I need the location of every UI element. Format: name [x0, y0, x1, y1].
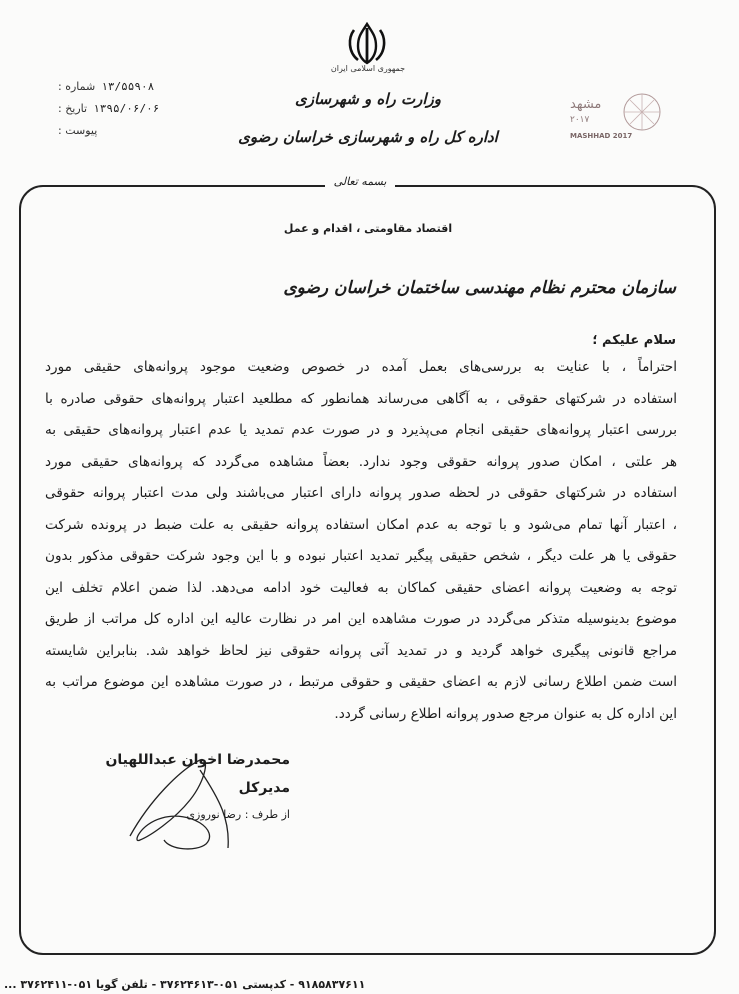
letter-date-label: تاریخ :: [58, 102, 88, 115]
body-line: هر علتی ، امکان صدور پروانه حقوقی وجود ندارد. بعضاً مشاهده می‌گردد که پروانه‌های حقیقی مورد: [45, 453, 677, 470]
letter-body: [45, 352, 677, 730]
greeting: سلام علیکم ؛: [592, 333, 676, 348]
iran-emblem-icon: [344, 22, 390, 66]
signed-on-behalf: از طرف : رضا نوروزی: [186, 808, 290, 821]
ministry-name: وزارت راه و شهرسازی: [294, 90, 442, 108]
body-line: است ضمن اطلاع رسانی لازم به اعضای حقیقی و حقوقی مرتبط ، در صورت مشاهده این موضوع مراتب به: [45, 674, 677, 690]
body-line: حقوقی یا هر علت دیگر ، شخص حقیقی پیگیر تمدید اعتبار نبوده و با این وجود شرکت حقوقی مذکور بدون: [45, 548, 677, 564]
body-line: ، اعتبار آنها تمام می‌شود و با توجه به عدم امکان استفاده پروانه حقیقی به علت ضبط در پرونده شرکت: [45, 516, 677, 533]
letter-number-label: شماره :: [58, 80, 96, 93]
logo-latin: MASHHAD 2017: [570, 132, 633, 140]
body-line: احتراماً ، با عنایت به بررسی‌های بعمل آمده در خصوص وضعیت موجود پروانه‌های حقیقی مورد: [45, 359, 677, 375]
body-line: موضوع بدینوسیله متذکر می‌گردد در صورت مشاهده این امر در نظارت عالیه این اداره کل مراتب از طریق: [45, 611, 677, 627]
directorate-name: اداره کل راه و شهرسازی خراسان رضوی: [238, 128, 498, 146]
letter-date-value: ۱۳۹۵/۰۶/۰۶: [93, 102, 160, 115]
letter-attachment-label: پیوست :: [58, 124, 98, 137]
slogan: اقتصاد مقاومتی ، اقدام و عمل: [283, 222, 453, 235]
body-line: استفاده در شرکتهای حقوقی در لحظه صدور پروانه دارای اعتبار می‌باشند ولی مدت اعتبار پروانه حقوقی: [45, 485, 677, 501]
mashhad-2017-logo-icon: [566, 86, 662, 146]
emblem-caption: جمهوری اسلامی ایران: [330, 64, 406, 73]
body-line: مراجع قانونی پیگیری خواهد گردید و در تمدید آتی پروانه حقوقی نیز لحاظ خواهد شد. بنابراین شایسته: [45, 642, 677, 659]
body-line: استفاده در شرکتهای حقوقی ، به آگاهی می‌رساند همانطور که مطلعید اعتبار پروانه‌های حقوقی صادره با: [45, 390, 677, 407]
letter-date-row: [58, 102, 174, 115]
body-line: این اداره کل به عنوان مرجع صدور پروانه اطلاع رسانی گردد.: [334, 705, 677, 722]
letter-number-row: [58, 80, 174, 93]
letter-attachment-row: [58, 124, 174, 137]
logo-city: مشهد: [570, 97, 602, 112]
recipient: سازمان محترم نظام مهندسی ساختمان خراسان رضوی: [283, 278, 676, 298]
signer-title: مدیرکل: [238, 780, 290, 796]
bism-heading: بسمه تعالی: [325, 175, 395, 195]
footer-contact: ۹۱۸۵۸۳۷۶۱۱ - کدپستی ۰۵۱-۳۷۶۲۴۶۱۳ - تلفن گویا ۰۵۱-۳۷۶۲۴۱۱ ...: [4, 978, 366, 991]
letter-number-value: ۱۳/۵۵۹۰۸: [101, 80, 155, 93]
body-line: توجه به وضعیت پروانه اعضای حقیقی کماکان به فعالیت خود ادامه می‌دهد. لذا ضمن اعلام تخلف این: [45, 579, 677, 596]
body-line: بررسی اعتبار پروانه‌های حقیقی انجام می‌پذیرد و در صورت عدم تمدید یا عدم اعتبار پروانه‌های حقیقی به: [45, 422, 677, 438]
logo-year: ۲۰۱۷: [570, 115, 590, 125]
signer-name: محمدرضا اخوان عبداللهیان: [105, 752, 290, 768]
